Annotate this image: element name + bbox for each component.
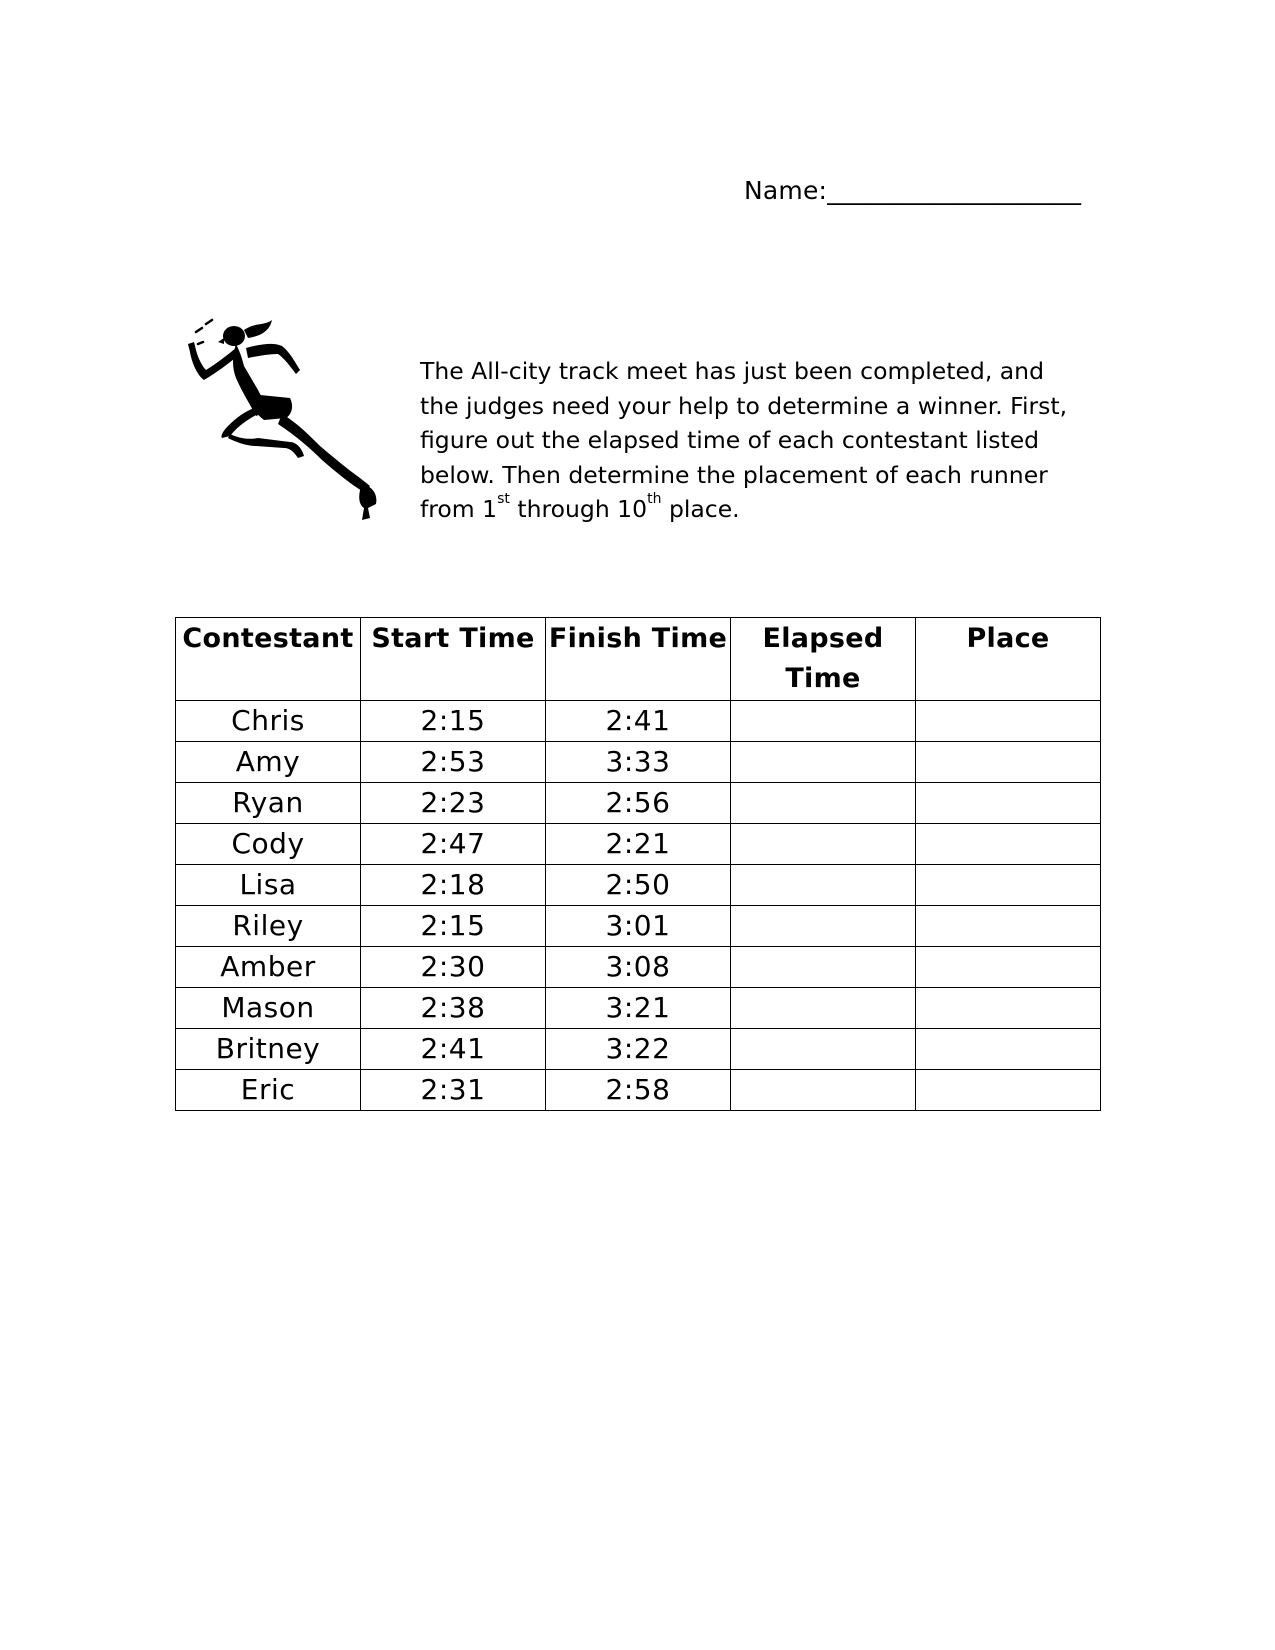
- table-row: [176, 701, 1101, 742]
- elapsed-time-cell[interactable]: [731, 701, 916, 742]
- table-row: [176, 988, 1101, 1029]
- contestant-cell: Mason: [176, 988, 361, 1029]
- start-time-cell: 2:15: [361, 906, 546, 947]
- place-cell[interactable]: [916, 824, 1101, 865]
- instructions-text-middle: through 10: [509, 495, 648, 523]
- contestant-cell: Ryan: [176, 783, 361, 824]
- table-row: [176, 1070, 1101, 1111]
- place-cell[interactable]: [916, 947, 1101, 988]
- instructions-text-end: place.: [661, 495, 740, 523]
- elapsed-time-cell[interactable]: [731, 742, 916, 783]
- place-cell[interactable]: [916, 701, 1101, 742]
- column-header-place: Place: [916, 618, 1101, 701]
- ordinal-st: st: [497, 491, 510, 507]
- start-time-cell: 2:38: [361, 988, 546, 1029]
- start-time-cell: 2:47: [361, 824, 546, 865]
- table-row: [176, 947, 1101, 988]
- finish-time-cell: 3:21: [546, 988, 731, 1029]
- finish-time-cell: 2:58: [546, 1070, 731, 1111]
- results-table: [175, 617, 1101, 1111]
- start-time-cell: 2:15: [361, 701, 546, 742]
- name-field[interactable]: [744, 176, 1081, 205]
- contestant-cell: Amy: [176, 742, 361, 783]
- finish-time-cell: 2:50: [546, 865, 731, 906]
- column-header-finish-time: Finish Time: [546, 618, 731, 701]
- elapsed-time-cell[interactable]: [731, 783, 916, 824]
- header-row: [176, 618, 1101, 701]
- place-cell[interactable]: [916, 1029, 1101, 1070]
- start-time-cell: 2:41: [361, 1029, 546, 1070]
- elapsed-time-cell[interactable]: [731, 988, 916, 1029]
- finish-time-cell: 3:22: [546, 1029, 731, 1070]
- start-time-cell: 2:31: [361, 1070, 546, 1111]
- column-header-contestant: Contestant: [176, 618, 361, 701]
- contestant-cell: Eric: [176, 1070, 361, 1111]
- finish-time-cell: 2:56: [546, 783, 731, 824]
- name-label: Name:: [744, 176, 828, 205]
- elapsed-time-cell[interactable]: [731, 865, 916, 906]
- contestant-cell: Lisa: [176, 865, 361, 906]
- table-row: [176, 783, 1101, 824]
- place-cell[interactable]: [916, 783, 1101, 824]
- column-header-elapsed-time: Elapsed Time: [731, 618, 916, 701]
- place-cell[interactable]: [916, 988, 1101, 1029]
- contestant-cell: Cody: [176, 824, 361, 865]
- ordinal-th: th: [647, 491, 662, 507]
- instructions-paragraph: [420, 354, 1080, 527]
- finish-time-cell: 3:01: [546, 906, 731, 947]
- table-row: [176, 742, 1101, 783]
- start-time-cell: 2:53: [361, 742, 546, 783]
- start-time-cell: 2:23: [361, 783, 546, 824]
- finish-time-cell: 2:41: [546, 701, 731, 742]
- contestant-cell: Amber: [176, 947, 361, 988]
- table-row: [176, 1029, 1101, 1070]
- contestant-cell: Britney: [176, 1029, 361, 1070]
- start-time-cell: 2:30: [361, 947, 546, 988]
- elapsed-time-cell[interactable]: [731, 1029, 916, 1070]
- table-row: [176, 906, 1101, 947]
- table-row: [176, 865, 1101, 906]
- column-header-start-time: Start Time: [361, 618, 546, 701]
- place-cell[interactable]: [916, 906, 1101, 947]
- instructions-text: The All-city track meet has just been completed, and the judges need your help to determine a winner. First, figure out the elapsed time of each contestant listed below. Then determine the placement of each runner from 1: [420, 357, 1068, 523]
- contestant-cell: Chris: [176, 701, 361, 742]
- contestant-cell: Riley: [176, 906, 361, 947]
- finish-time-cell: 3:08: [546, 947, 731, 988]
- place-cell[interactable]: [916, 865, 1101, 906]
- start-time-cell: 2:18: [361, 865, 546, 906]
- runner-clipart-icon: [186, 318, 396, 528]
- elapsed-time-cell[interactable]: [731, 824, 916, 865]
- finish-time-cell: 2:21: [546, 824, 731, 865]
- elapsed-time-cell[interactable]: [731, 1070, 916, 1111]
- place-cell[interactable]: [916, 742, 1101, 783]
- elapsed-time-cell[interactable]: [731, 947, 916, 988]
- elapsed-time-cell[interactable]: [731, 906, 916, 947]
- table-row: [176, 824, 1101, 865]
- finish-time-cell: 3:33: [546, 742, 731, 783]
- name-blank[interactable]: ____________________: [827, 176, 1082, 205]
- place-cell[interactable]: [916, 1070, 1101, 1111]
